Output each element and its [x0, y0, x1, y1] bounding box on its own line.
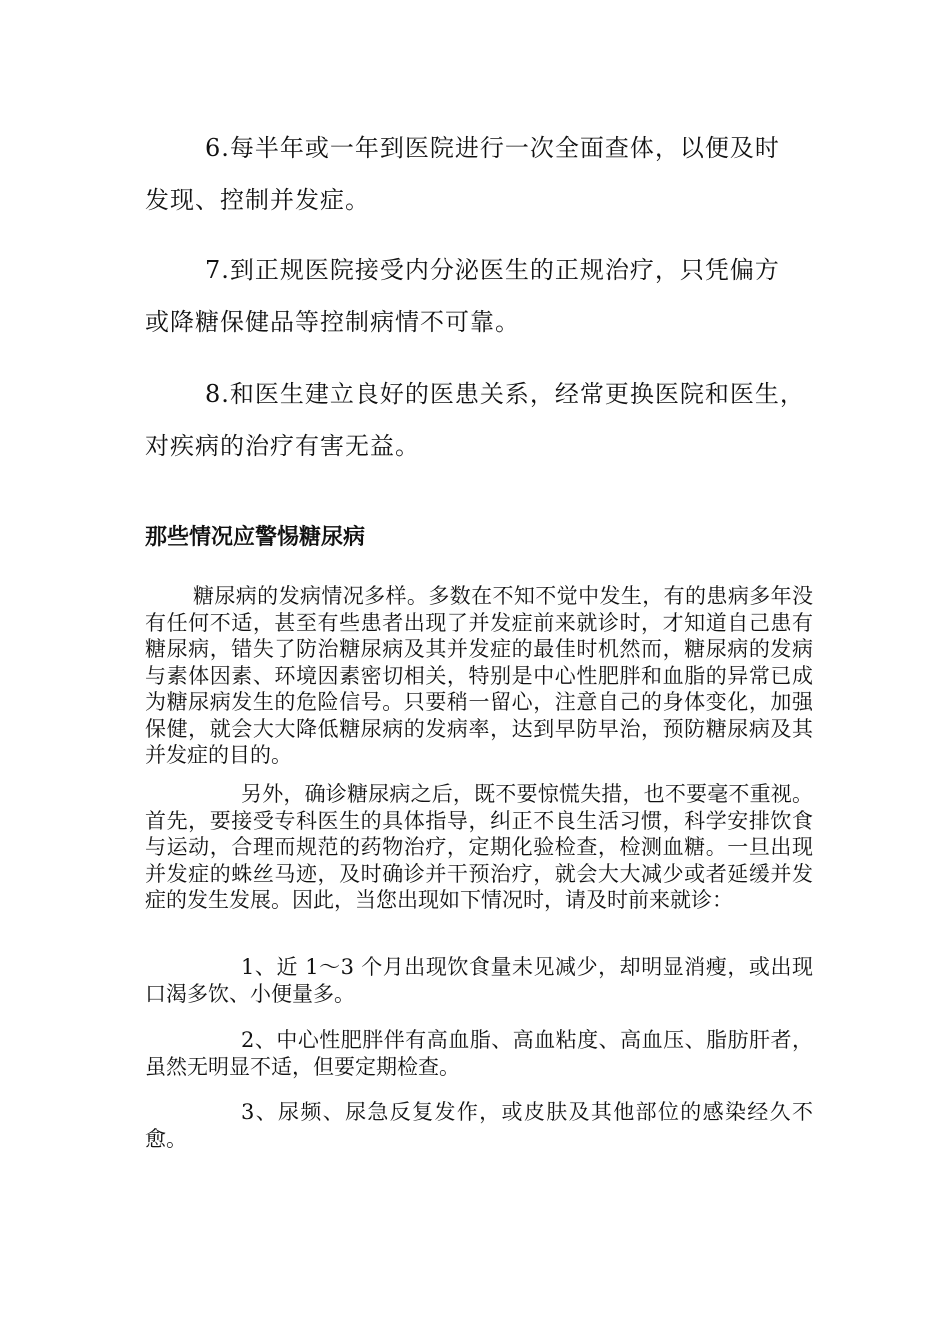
symptom-item-3: 3、尿频、尿急反复发作，或皮肤及其他部位的感染经久不愈。: [145, 1100, 813, 1151]
list-item-6: [145, 122, 810, 226]
item-line-1: 6.每半年或一年到医院进行一次全面查体，以便及时: [205, 134, 780, 162]
item-line-1: 7.到正规医院接受内分泌医生的正规治疗，只凭偏方: [205, 256, 780, 284]
list-item-7: [145, 244, 810, 348]
item-line-2: 发现、控制并发症。: [145, 186, 370, 214]
symptom-item-1: 1、近 1～3 个月出现饮食量未见减少，却明显消瘦，或出现口渴多饮、小便量多。: [145, 955, 813, 1006]
item-line-2: 或降糖保健品等控制病情不可靠。: [145, 308, 520, 336]
paragraph-intro: 糖尿病的发病情况多样。多数在不知不觉中发生，有的患病多年没有任何不适，甚至有些患者出现了并发症前来就诊时，才知道自己患有糖尿病，错失了防治糖尿病及其并发症的最佳时机然而，糖尿病的发病与素体因素、环境因素密切相关，特别是中心性肥胖和血脂的异常已成为糖尿病发生的危险信号。只要稍一留心，注意自己的身体变化，加强保健，就会大大降低糖尿病的发病率，达到早防早治，预防糖尿病及其并发症的目的。: [145, 584, 813, 767]
symptom-item-2: 2、中心性肥胖伴有高血脂、高血粘度、高血压、脂肪肝者，虽然无明显不适，但要定期检查。: [145, 1028, 813, 1079]
list-item-8: [145, 368, 810, 472]
section-heading: 那些情况应警惕糖尿病: [145, 525, 366, 550]
item-line-2: 对疾病的治疗有害无益。: [145, 432, 420, 460]
paragraph-advice: 另外，确诊糖尿病之后，既不要惊慌失措，也不要毫不重视。首先，要接受专科医生的具体指导，纠正不良生活习惯，科学安排饮食与运动，合理而规范的药物治疗，定期化验检查，检测血糖。一旦出现并发症的蛛丝马迹，及时确诊并干预治疗，就会大大减少或者延缓并发症的发生发展。因此，当您出现如下情况时，请及时前来就诊：: [145, 782, 813, 912]
item-line-1: 8.和医生建立良好的医患关系，经常更换医院和医生，: [205, 380, 805, 408]
